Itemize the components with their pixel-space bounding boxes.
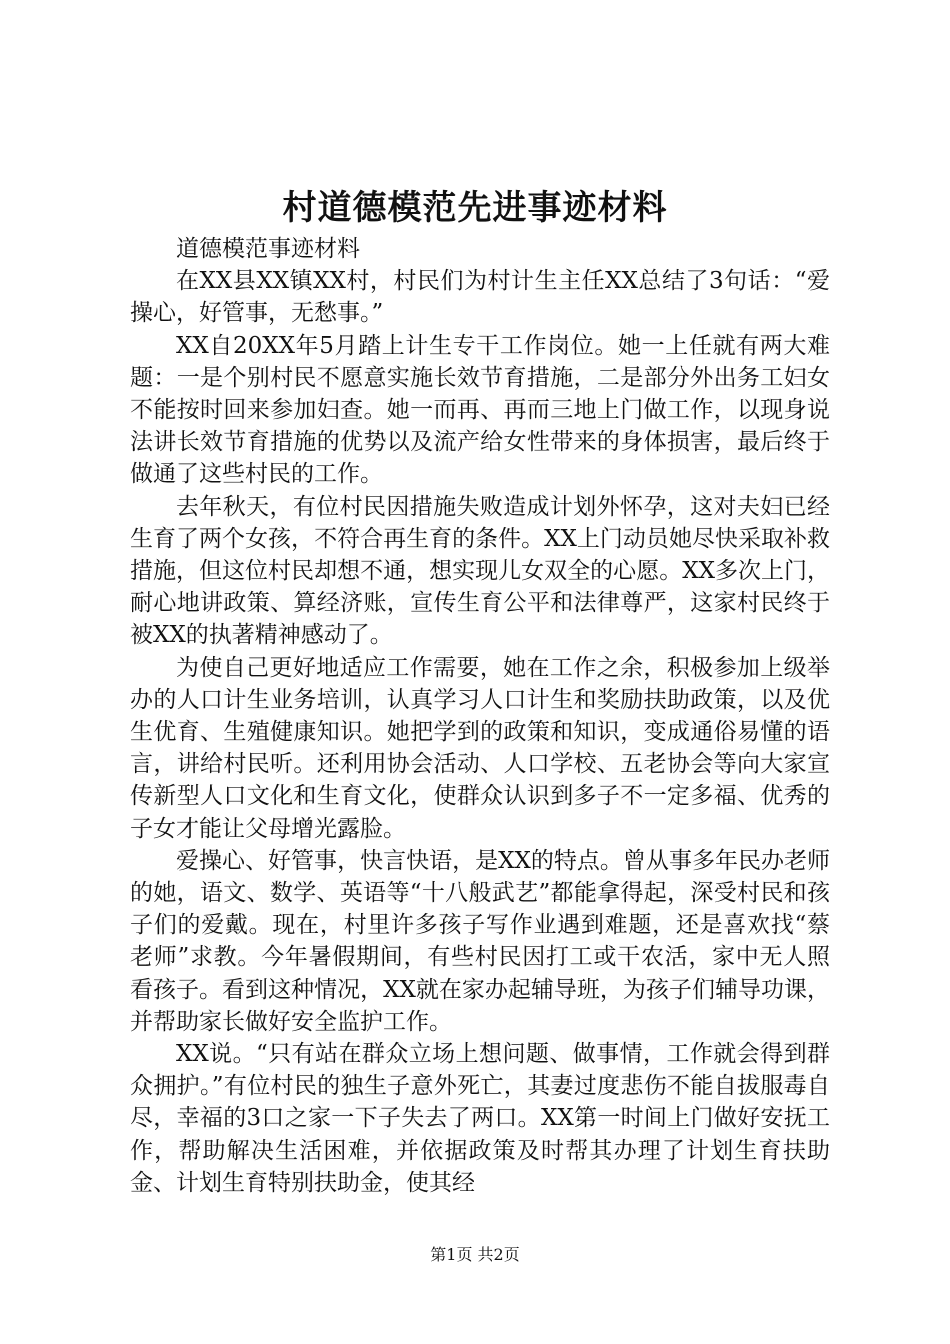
document-title: 村道德模范先进事迹材料: [282, 188, 668, 228]
body-paragraph: XX说。“只有站在群众立场上想问题、做事情，工作就会得到群众拥护。”有位村民的独生子意外死亡，其妻过度悲伤不能自拔服毒自尽，幸福的3口之家一下子失去了两口。XX第一时间上门做好安抚工作，帮助解决生活困难，并依据政策及时帮其办理了计划生育扶助金、计划生育特别扶助金，使其经: [130, 1041, 830, 1196]
body-paragraph: 为使自己更好地适应工作需要，她在工作之余，积极参加上级举办的人口计生业务培训，认真学习人口计生和奖励扶助政策，以及优生优育、生殖健康知识。她把学到的政策和知识，变成通俗易懂的语言，讲给村民听。还利用协会活动、人口学校、五老协会等向大家宣传新型人口文化和生育文化，使群众认识到多子不一定多福、优秀的子女才能让父母增光露脸。: [130, 654, 830, 842]
document-body: [130, 233, 830, 1199]
body-paragraph: 在XX县XX镇XX村，村民们为村计生主任XX总结了3句话：“爱操心，好管事，无愁事。”: [130, 268, 830, 327]
body-paragraph: XX自20XX年5月踏上计生专干工作岗位。她一上任就有两大难题：一是个别村民不愿意实施长效节育措施，二是部分外出务工妇女不能按时回来参加妇查。她一而再、再而三地上门做工作，以现身说法讲长效节育措施的优势以及流产给女性带来的身体损害，最后终于做通了这些村民的工作。: [130, 332, 830, 488]
body-paragraph: 去年秋天，有位村民因措施失败造成计划外怀孕，这对夫妇已经生育了两个女孩，不符合再生育的条件。XX上门动员她尽快采取补救措施，但这位村民却想不通，想实现儿女双全的心愿。XX多次上门，耐心地讲政策、算经济账，宣传生育公平和法律尊严，这家村民终于被XX的执著精神感动了。: [130, 493, 830, 649]
page-number-footer: 第1页 共2页: [430, 1245, 520, 1264]
body-paragraph: 爱操心、好管事，快言快语，是XX的特点。曾从事多年民办老师的她，语文、数学、英语等“十八般武艺”都能拿得起，深受村民和孩子们的爱戴。现在，村里许多孩子写作业遇到难题，还是喜欢找“蔡老师”求教。今年暑假期间，有些村民因打工或干农活，家中无人照看孩子。看到这种情况，XX就在家办起辅导班，为孩子们辅导功课，并帮助家长做好安全监护工作。: [130, 847, 830, 1035]
body-paragraph: 道德模范事迹材料: [176, 236, 360, 262]
